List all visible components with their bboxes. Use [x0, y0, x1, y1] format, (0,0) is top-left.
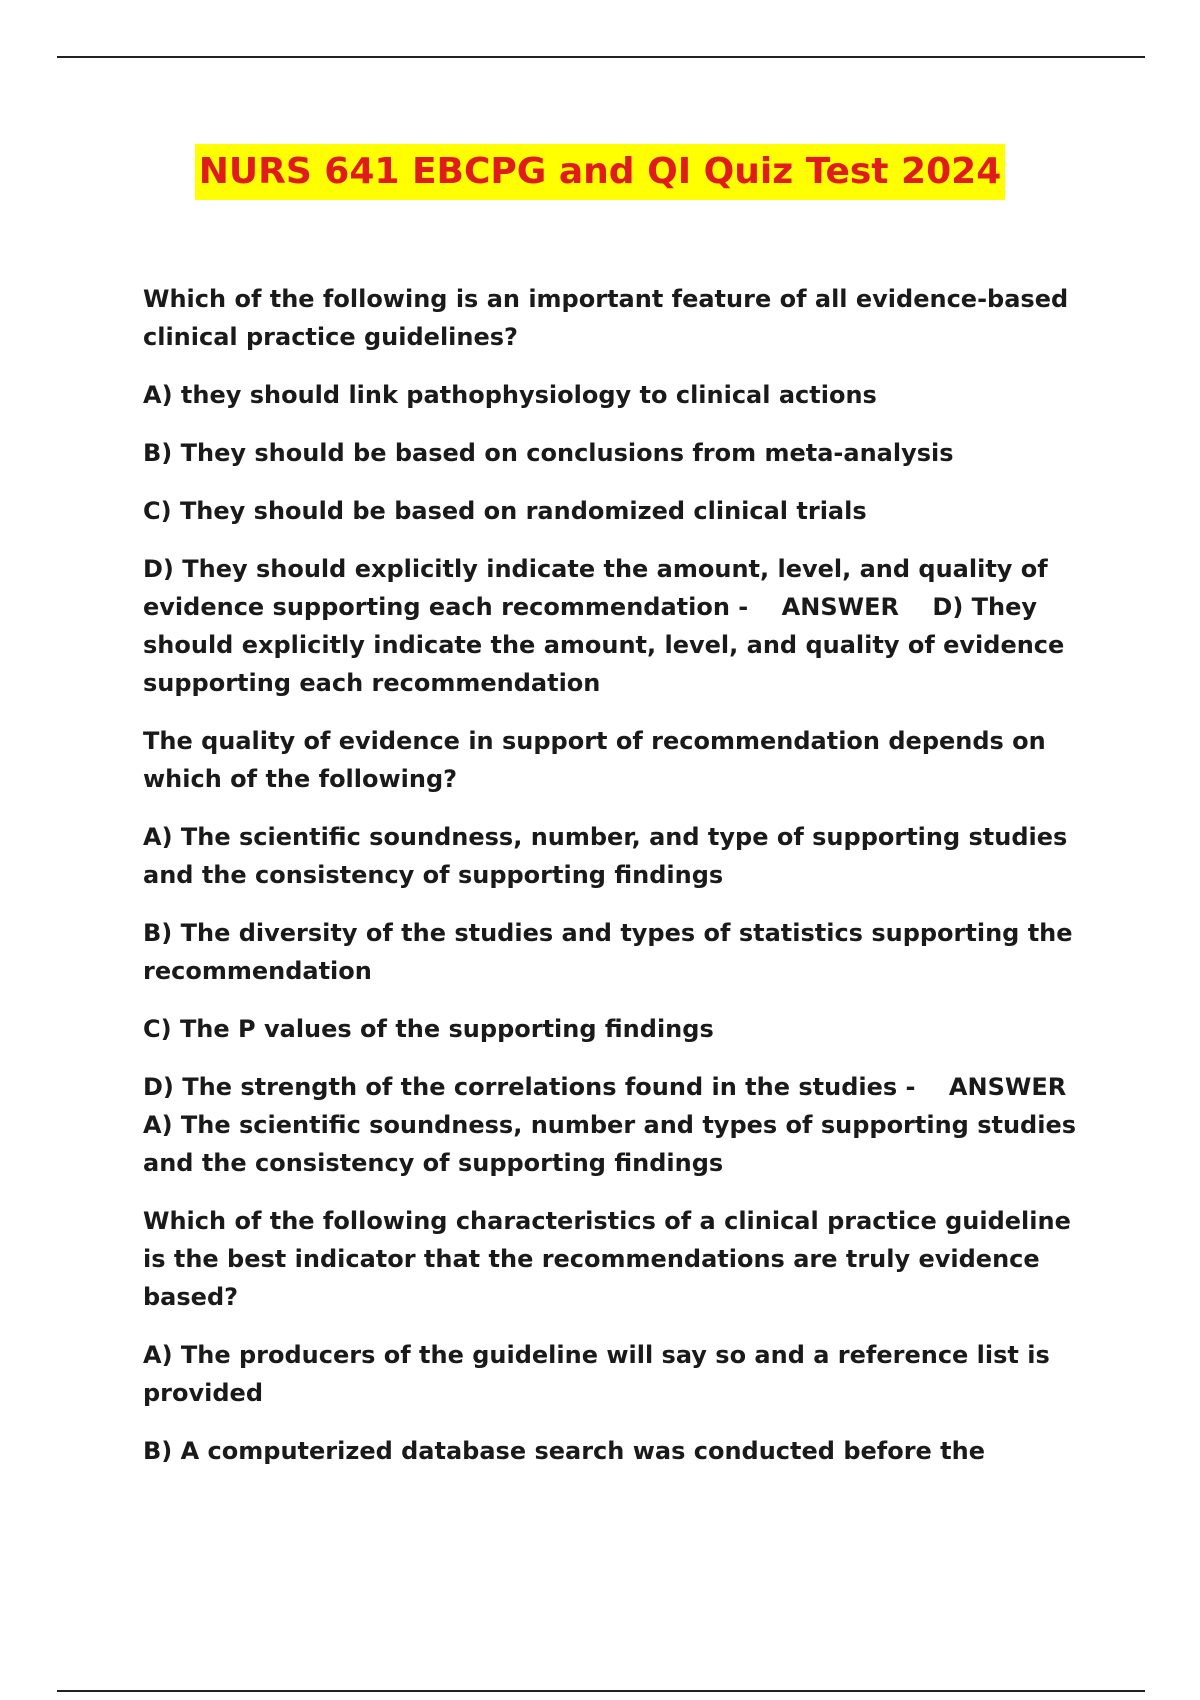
answer-option: D) The strength of the correlations found in the studies - [143, 1073, 916, 1101]
answer-option-with-answer [143, 1068, 1083, 1182]
answer-label: ANSWER [948, 1073, 1067, 1101]
answer-label: ANSWER [781, 593, 899, 621]
question-stem: Which of the following is an important feature of all evidence-based clinical practice guidelines? [143, 285, 1069, 351]
answer-option: C) They should be based on randomized clinical trials [143, 497, 867, 525]
answer-option-with-answer [143, 550, 1083, 702]
title-container [0, 144, 1200, 200]
answer-option: A) The scientific soundness, number, and type of supporting studies and the consistency of supporting findings [143, 823, 1068, 889]
question-stem: Which of the following characteristics of a clinical practice guideline is the best indicator that the recommendations are truly evidence based? [143, 1207, 1071, 1311]
top-divider [57, 56, 1145, 58]
document-title: NURS 641 EBCPG and QI Quiz Test 2024 [195, 144, 1006, 200]
answer-option: A) they should link pathophysiology to clinical actions [143, 381, 877, 409]
answer-option: D) They should explicitly indicate the amount, level, and quality of evidence supporting each recommendation - [143, 555, 1048, 621]
answer-text: D) They should explicitly indicate the amount, level, and quality of evidence supporting each recommendation [143, 593, 1065, 697]
bottom-divider [57, 1690, 1145, 1692]
answer-option: C) The P values of the supporting findings [143, 1015, 714, 1043]
answer-text: A) The scientific soundness, number and types of supporting studies and the consistency of supporting findings [143, 1111, 1077, 1177]
answer-option: B) A computerized database search was conducted before the [143, 1437, 986, 1465]
answer-option: A) The producers of the guideline will say so and a reference list is provided [143, 1341, 1050, 1407]
answer-option: B) The diversity of the studies and types of statistics supporting the recommendation [143, 919, 1073, 985]
question-stem: The quality of evidence in support of recommendation depends on which of the following? [143, 727, 1046, 793]
answer-option: B) They should be based on conclusions from meta-analysis [143, 439, 954, 467]
quiz-content [143, 280, 1083, 1490]
